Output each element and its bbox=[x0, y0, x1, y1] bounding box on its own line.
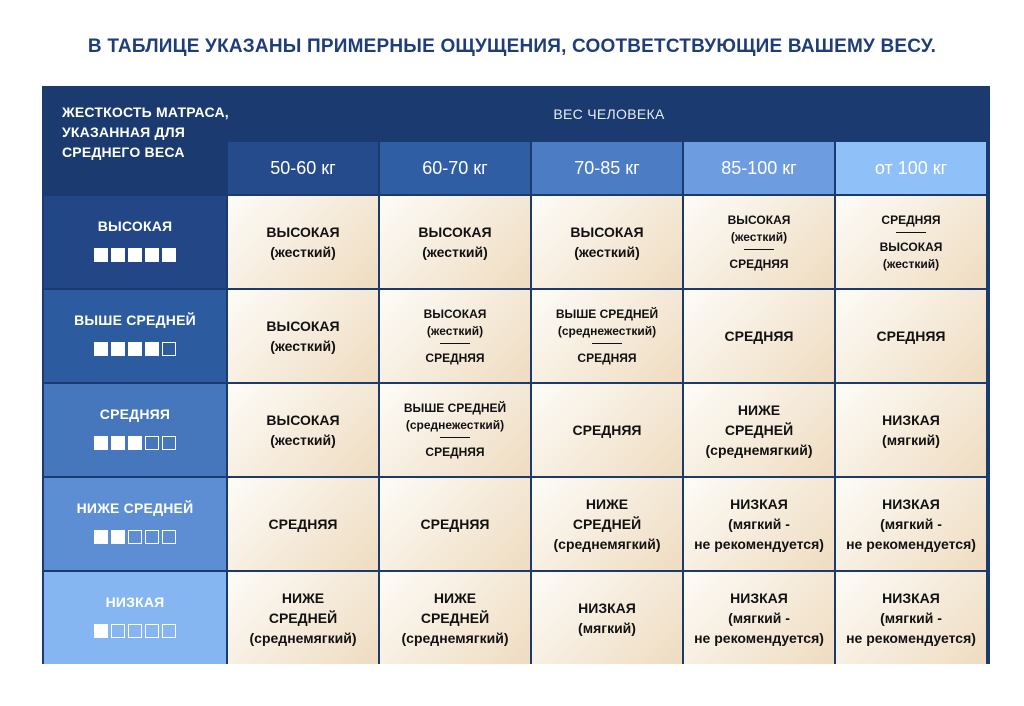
weight-header: 70-85 кг bbox=[532, 142, 682, 194]
firmness-level-indicator bbox=[94, 436, 176, 450]
filled-square-icon bbox=[145, 342, 159, 356]
table-cell bbox=[684, 572, 834, 664]
filled-square-icon bbox=[94, 342, 108, 356]
filled-square-icon bbox=[94, 624, 108, 638]
cell-text: НИЗКАЯ bbox=[882, 496, 940, 512]
divider bbox=[440, 437, 470, 438]
firmness-label: НИЗКАЯ bbox=[105, 594, 165, 610]
table-cell bbox=[532, 290, 682, 382]
cell-text: СРЕДНЯЯ bbox=[572, 422, 642, 438]
filled-square-icon bbox=[94, 436, 108, 450]
firmness-label: ВЫСОКАЯ bbox=[97, 218, 173, 234]
cell-text: ВЫСОКАЯ bbox=[879, 239, 943, 254]
cell-text: НИЖЕ bbox=[585, 496, 629, 512]
empty-square-icon bbox=[162, 624, 176, 638]
cell-text: не рекомендуется) bbox=[694, 630, 824, 646]
cell-text: СРЕДНЕЙ bbox=[268, 610, 338, 626]
cell-text: ВЫСОКАЯ bbox=[423, 306, 487, 321]
cell-text: НИЗКАЯ bbox=[882, 590, 940, 606]
firmness-row-header bbox=[44, 478, 226, 570]
cell-text: НИЗКАЯ bbox=[730, 496, 788, 512]
cell-text: НИЗКАЯ bbox=[882, 412, 940, 428]
divider bbox=[592, 343, 622, 344]
firmness-column-header: ЖЕСТКОСТЬ МАТРАСА, УКАЗАННАЯ ДЛЯ СРЕДНЕГО ВЕСА bbox=[62, 104, 229, 160]
filled-square-icon bbox=[94, 248, 108, 262]
empty-square-icon bbox=[162, 436, 176, 450]
cell-text: СРЕДНЯЯ bbox=[425, 350, 485, 365]
empty-square-icon bbox=[145, 436, 159, 450]
cell-text: НИЗКАЯ bbox=[578, 600, 636, 616]
weight-group-header: ВЕС ЧЕЛОВЕКА bbox=[553, 106, 665, 122]
divider bbox=[744, 249, 774, 250]
cell-text: (жесткий) bbox=[882, 256, 940, 271]
cell-text: ВЫШЕ СРЕДНЕЙ bbox=[403, 400, 507, 415]
firmness-row-header bbox=[44, 384, 226, 476]
weight-header: от 100 кг bbox=[836, 142, 986, 194]
cell-text: НИЖЕ bbox=[433, 590, 477, 606]
table-cell bbox=[228, 196, 378, 288]
cell-text: (мягкий - bbox=[880, 610, 942, 626]
empty-square-icon bbox=[162, 530, 176, 544]
firmness-weight-table bbox=[42, 86, 990, 664]
table-cell bbox=[532, 478, 682, 570]
table-cell bbox=[532, 572, 682, 664]
cell-text: (среднемягкий) bbox=[705, 442, 813, 458]
table-cell bbox=[684, 384, 834, 476]
cell-text: (жесткий) bbox=[270, 432, 336, 448]
cell-text: (жесткий) bbox=[574, 244, 640, 260]
cell-text: ВЫШЕ СРЕДНЕЙ bbox=[555, 306, 659, 321]
cell-text: ВЫСОКАЯ bbox=[266, 318, 340, 334]
table-cell bbox=[228, 572, 378, 664]
firmness-label: СРЕДНЯЯ bbox=[99, 406, 171, 422]
filled-square-icon bbox=[162, 248, 176, 262]
table-cell bbox=[380, 478, 530, 570]
cell-text: СРЕДНЯЯ bbox=[420, 516, 490, 532]
cell-text: СРЕДНЯЯ bbox=[876, 328, 946, 344]
cell-text: ВЫСОКАЯ bbox=[418, 224, 492, 240]
filled-square-icon bbox=[111, 248, 125, 262]
filled-square-icon bbox=[128, 436, 142, 450]
cell-text: СРЕДНЯЯ bbox=[881, 212, 941, 227]
cell-text: не рекомендуется) bbox=[846, 536, 976, 552]
cell-text: ВЫСОКАЯ bbox=[266, 412, 340, 428]
cell-text: ВЫСОКАЯ bbox=[570, 224, 644, 240]
table-cell bbox=[684, 478, 834, 570]
cell-text: (жесткий) bbox=[422, 244, 488, 260]
cell-text: СРЕДНЯЯ bbox=[425, 444, 485, 459]
cell-text: (среднемягкий) bbox=[249, 630, 357, 646]
cell-text: (среднежесткий) bbox=[557, 323, 657, 338]
cell-text: СРЕДНЯЯ bbox=[268, 516, 338, 532]
cell-text: СРЕДНЯЯ bbox=[577, 350, 637, 365]
cell-text: (среднежесткий) bbox=[405, 417, 505, 432]
firmness-row-header bbox=[44, 196, 226, 288]
filled-square-icon bbox=[128, 342, 142, 356]
firmness-row-header bbox=[44, 290, 226, 382]
filled-square-icon bbox=[111, 342, 125, 356]
firmness-level-indicator bbox=[94, 530, 176, 544]
empty-square-icon bbox=[145, 624, 159, 638]
cell-text: (жесткий) bbox=[730, 229, 788, 244]
cell-text: НИЗКАЯ bbox=[730, 590, 788, 606]
filled-square-icon bbox=[145, 248, 159, 262]
cell-text: (жесткий) bbox=[426, 323, 484, 338]
cell-text: (мягкий - bbox=[880, 516, 942, 532]
weight-header: 60-70 кг bbox=[380, 142, 530, 194]
filled-square-icon bbox=[94, 530, 108, 544]
cell-text: СРЕДНЯЯ bbox=[729, 256, 789, 271]
empty-square-icon bbox=[128, 530, 142, 544]
cell-text: (жесткий) bbox=[270, 244, 336, 260]
filled-square-icon bbox=[128, 248, 142, 262]
firmness-label: ВЫШЕ СРЕДНЕЙ bbox=[74, 312, 196, 328]
table-cell bbox=[836, 384, 986, 476]
cell-text: СРЕДНЕЙ bbox=[572, 516, 642, 532]
cell-text: СРЕДНЕЙ bbox=[420, 610, 490, 626]
firmness-level-indicator bbox=[94, 624, 176, 638]
cell-text: (мягкий - bbox=[728, 516, 790, 532]
cell-text: ВЫСОКАЯ bbox=[727, 212, 791, 227]
table-cell bbox=[532, 196, 682, 288]
empty-square-icon bbox=[162, 342, 176, 356]
cell-text: НИЖЕ bbox=[737, 402, 781, 418]
page-title: В ТАБЛИЦЕ УКАЗАНЫ ПРИМЕРНЫЕ ОЩУЩЕНИЯ, СООТВЕТСТВУЮЩИЕ ВАШЕМУ ВЕСУ. bbox=[87, 36, 937, 57]
table-cell bbox=[380, 572, 530, 664]
table-cell bbox=[836, 572, 986, 664]
table-cell bbox=[684, 290, 834, 382]
cell-text: не рекомендуется) bbox=[846, 630, 976, 646]
table-cell bbox=[532, 384, 682, 476]
table-cell bbox=[380, 290, 530, 382]
filled-square-icon bbox=[111, 530, 125, 544]
empty-square-icon bbox=[145, 530, 159, 544]
table-cell bbox=[228, 290, 378, 382]
cell-text: не рекомендуется) bbox=[694, 536, 824, 552]
cell-text: СРЕДНЕЙ bbox=[724, 422, 794, 438]
cell-text: (мягкий - bbox=[728, 610, 790, 626]
firmness-label: НИЖЕ СРЕДНЕЙ bbox=[76, 500, 194, 516]
table-cell bbox=[228, 384, 378, 476]
cell-text: ВЫСОКАЯ bbox=[266, 224, 340, 240]
table-cell bbox=[228, 478, 378, 570]
cell-text: (среднемягкий) bbox=[553, 536, 661, 552]
empty-square-icon bbox=[111, 624, 125, 638]
firmness-row-header bbox=[44, 572, 226, 664]
divider bbox=[896, 232, 926, 233]
cell-text: СРЕДНЯЯ bbox=[724, 328, 794, 344]
cell-text: (жесткий) bbox=[270, 338, 336, 354]
cell-text: (мягкий) bbox=[882, 432, 940, 448]
divider bbox=[440, 343, 470, 344]
firmness-level-indicator bbox=[94, 248, 176, 262]
table-cell bbox=[380, 384, 530, 476]
weight-header: 50-60 кг bbox=[228, 142, 378, 194]
cell-text: (мягкий) bbox=[578, 620, 636, 636]
table-cell bbox=[684, 196, 834, 288]
table-cell bbox=[836, 478, 986, 570]
firmness-level-indicator bbox=[94, 342, 176, 356]
table-cell bbox=[836, 196, 986, 288]
table-cell bbox=[836, 290, 986, 382]
empty-square-icon bbox=[128, 624, 142, 638]
weight-header: 85-100 кг bbox=[684, 142, 834, 194]
filled-square-icon bbox=[111, 436, 125, 450]
cell-text: (среднемягкий) bbox=[401, 630, 509, 646]
cell-text: НИЖЕ bbox=[281, 590, 325, 606]
table-cell bbox=[380, 196, 530, 288]
